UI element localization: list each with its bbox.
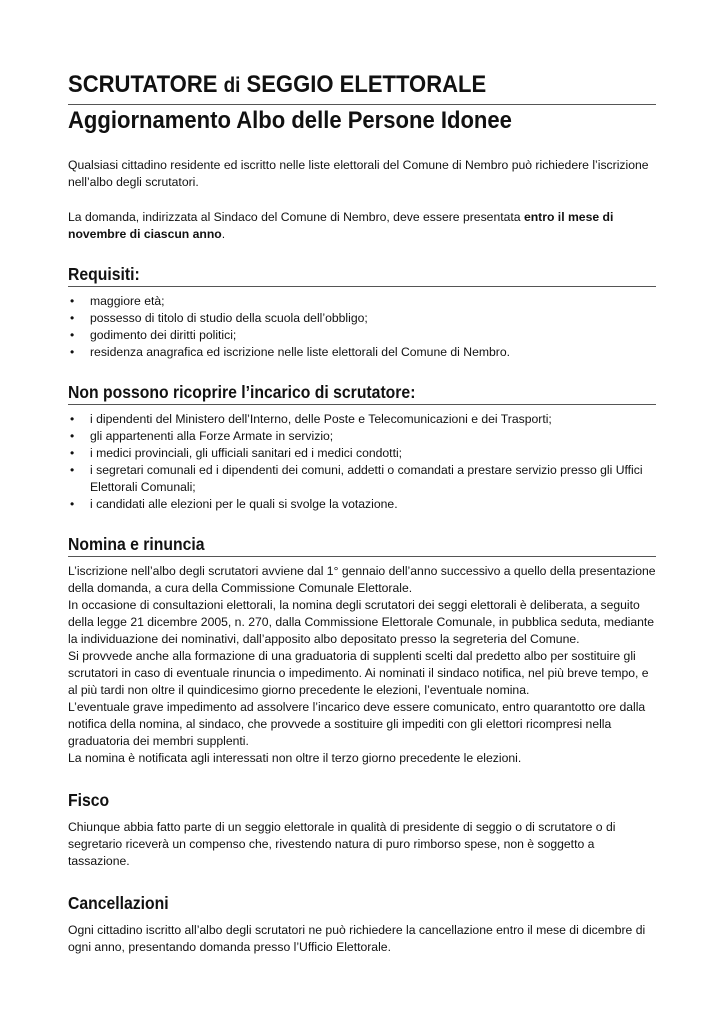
list-item: [68, 411, 656, 428]
document-page: [68, 70, 656, 956]
bullet-icon: •: [70, 497, 75, 511]
section-divider: [68, 556, 656, 557]
list-item: [68, 496, 656, 513]
list-item: [68, 327, 656, 344]
cancellazioni-paragraph: Ogni cittadino iscritto all’albo degli scrutatori ne può richiedere la cancellazione entro il mese di dicembre di ogni anno, presentando domanda presso l’Ufficio Elettorale.: [68, 923, 646, 954]
list-item-text: possesso di titolo di studio della scuola dell’obbligo;: [90, 311, 368, 325]
section-divider: [68, 286, 656, 287]
section-heading-non-possono: Non possono ricoprire l’incarico di scrutatore:: [68, 382, 416, 402]
requisiti-list: [68, 293, 656, 361]
bullet-icon: •: [70, 328, 75, 342]
fisco-paragraph: Chiunque abbia fatto parte di un seggio elettorale in qualità di presidente di seggio o di scrutatore o di segretario riceverà un compenso che, rivestendo natura di puro rimborso spese, non è soggetto a tassazione.: [68, 820, 616, 868]
nomina-paragraph: L’iscrizione nell’albo degli scrutatori avviene dal 1° gennaio dell’anno successivo a quello della presentazione della domanda, a cura della Commissione Comunale Elettorale.: [68, 564, 656, 595]
deadline-emphasis: entro il mese di novembre di ciascun anno: [68, 210, 614, 241]
section-heading-requisiti: Requisiti:: [68, 264, 140, 284]
list-item: [68, 310, 656, 327]
list-item: [68, 462, 656, 496]
bullet-icon: •: [70, 429, 75, 443]
bullet-icon: •: [70, 412, 75, 426]
bullet-icon: •: [70, 463, 75, 477]
non-possono-list: [68, 411, 656, 513]
list-item-text: i segretari comunali ed i dipendenti dei comuni, addetti o comandati a prestare servizio presso gli Uffici Elettorali Comunali;: [90, 463, 643, 494]
list-item-text: residenza anagrafica ed iscrizione nelle liste elettorali del Comune di Nembro.: [90, 345, 511, 359]
bullet-icon: •: [70, 294, 75, 308]
list-item: [68, 344, 656, 361]
document-subtitle: Aggiornamento Albo delle Persone Idonee: [68, 107, 512, 134]
list-item-text: gli appartenenti alla Forze Armate in servizio;: [90, 429, 334, 443]
section-heading-fisco: Fisco: [68, 790, 110, 810]
nomina-paragraph: La nomina è notificata agli interessati non oltre il terzo giorno precedente le elezioni.: [68, 751, 522, 765]
nomina-paragraph: L’eventuale grave impedimento ad assolvere l’incarico deve essere comunicato, entro quarantotto ore dalla notifica della nomina, al sindaco, che provvede a sostituire gli impediti con gli elettori ricompresi nella graduatoria dei membri supplenti.: [68, 700, 646, 748]
list-item-text: maggiore età;: [90, 294, 165, 308]
bullet-icon: •: [70, 345, 75, 359]
title-part: SCRUTATORE: [68, 71, 224, 98]
nomina-paragraph: In occasione di consultazioni elettorali, la nomina degli scrutatori dei seggi elettorali è deliberata, a seguito della legge 21 dicembre 2005, n. 270, dalla Commissione Elettorale Comunale, in pubblica seduta, mediante la individuazione dei nominativi, dall’apposito albo depositato presso la segreteria del Comune.: [68, 598, 655, 646]
title-part-small: di: [223, 74, 241, 97]
list-item-text: i dipendenti del Ministero dell’Interno, delle Poste e Telecomunicazioni e dei Trasporti;: [90, 412, 552, 426]
list-item-text: i medici provinciali, gli ufficiali sanitari ed i medici condotti;: [90, 446, 403, 460]
bullet-icon: •: [70, 311, 75, 325]
list-item: [68, 293, 656, 310]
nomina-paragraph: Si provvede anche alla formazione di una graduatoria di supplenti scelti dal predetto albo per sostituire gli scrutatori in caso di eventuale rinuncia o impedimento. Ai nominati il sindaco notifica, nel più breve tempo, e al più tardi non oltre il quindicesimo giorno precedente le elezioni, l’eventuale nomina.: [68, 649, 649, 697]
list-item-text: godimento dei diritti politici;: [90, 328, 237, 342]
intro-paragraph: Qualsiasi cittadino residente ed iscritto nelle liste elettorali del Comune di Nembro può richiedere l’iscrizione nell’albo degli scrutatori.: [68, 158, 649, 189]
list-item: [68, 428, 656, 445]
intro-deadline-paragraph: La domanda, indirizzata al Sindaco del Comune di Nembro, deve essere presentata entro il mese di novembre di ciascun anno.: [68, 210, 614, 241]
section-heading-nomina: Nomina e rinuncia: [68, 534, 205, 554]
list-item-text: i candidati alle elezioni per le quali si svolge la votazione.: [90, 497, 398, 511]
section-heading-cancellazioni: Cancellazioni: [68, 893, 169, 913]
section-divider: [68, 404, 656, 405]
list-item: [68, 445, 656, 462]
nomina-body: [68, 563, 656, 767]
title-part: SEGGIO ELETTORALE: [240, 71, 487, 98]
bullet-icon: •: [70, 446, 75, 460]
document-title: [68, 70, 597, 101]
